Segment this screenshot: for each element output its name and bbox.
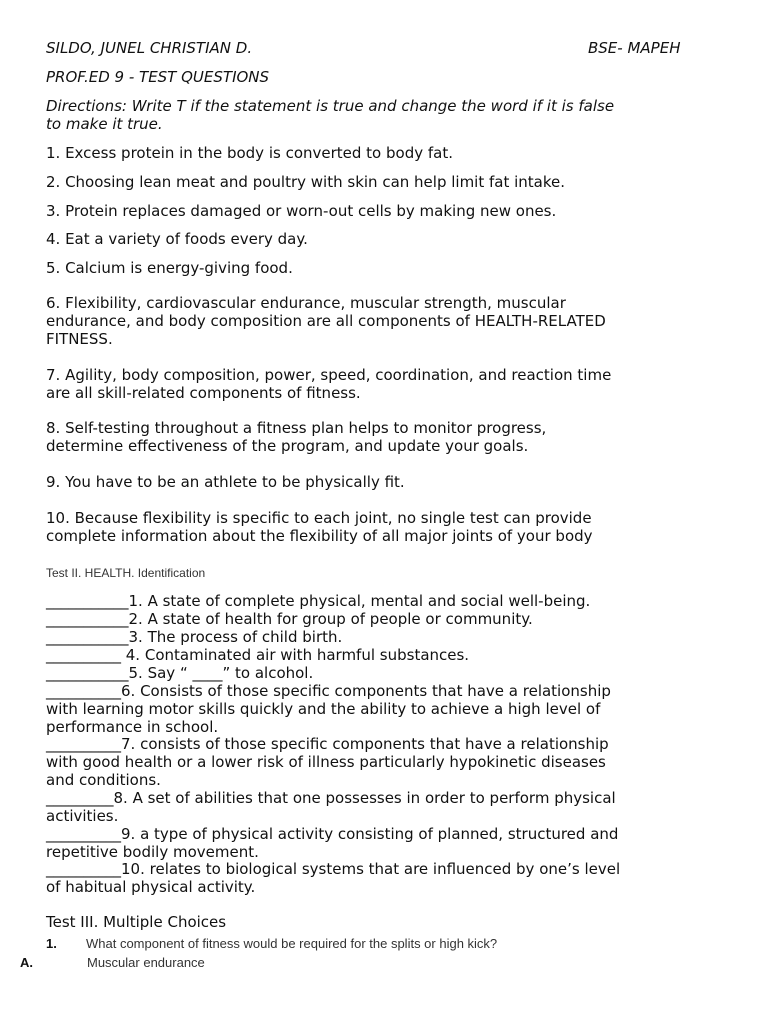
test3-question-1 [46, 934, 726, 953]
choice-letter: A. [20, 955, 33, 970]
test2-line: __________10. relates to biological systems that are influenced by one’s level [46, 860, 621, 878]
test2-title: Test II. HEALTH. Identification [46, 566, 206, 580]
student-name: SILDO, JUNEL CHRISTIAN D. [46, 39, 253, 57]
directions-line-1: Directions: Write T if the statement is true and change the word if it is false [46, 97, 615, 115]
question-text: What component of fitness would be required for the splits or high kick? [86, 936, 498, 951]
subject-title: PROF.ED 9 - TEST QUESTIONS [46, 68, 270, 86]
test1-item-7-line-1: 7. Agility, body composition, power, speed, coordination, and reaction time [46, 366, 612, 384]
test2-line: and conditions. [46, 771, 161, 789]
test1-item-4: 4. Eat a variety of foods every day. [46, 230, 308, 248]
test1-item-10-line-2: complete information about the flexibility of all major joints of your body [46, 527, 593, 545]
test1-item-5: 5. Calcium is energy-giving food. [46, 259, 293, 277]
test1-item-3: 3. Protein replaces damaged or worn-out cells by making new ones. [46, 202, 557, 220]
test2-line: ___________5. Say “ ____” to alcohol. [46, 664, 314, 682]
test1-item-6-line-1: 6. Flexibility, cardiovascular endurance, muscular strength, muscular [46, 294, 566, 312]
test1-item-6-line-3: FITNESS. [46, 330, 113, 348]
test2-line: repetitive bodily movement. [46, 843, 259, 861]
test2-line: _________8. A set of abilities that one possesses in order to perform physical [46, 789, 616, 807]
test2-line: with learning motor skills quickly and the ability to achieve a high level of [46, 700, 601, 718]
question-number: 1. [46, 936, 57, 951]
test1-item-1: 1. Excess protein in the body is converted to body fat. [46, 144, 453, 162]
test2-line: ___________2. A state of health for group of people or community. [46, 610, 533, 628]
test2-line: activities. [46, 807, 119, 825]
test1-item-10-line-1: 10. Because flexibility is specific to each joint, no single test can provide [46, 509, 592, 527]
test2-line: __________9. a type of physical activity consisting of planned, structured and [46, 825, 619, 843]
choice-text: Muscular endurance [87, 955, 205, 970]
test1-item-8-line-2: determine effectiveness of the program, and update your goals. [46, 437, 529, 455]
test2-line: __________6. Consists of those specific components that have a relationship [46, 682, 611, 700]
test3-title: Test III. Multiple Choices [46, 913, 227, 931]
test2-line: __________7. consists of those specific components that have a relationship [46, 735, 609, 753]
test2-line: __________ 4. Contaminated air with harmful substances. [46, 646, 470, 664]
test1-item-8-line-1: 8. Self-testing throughout a fitness plan helps to monitor progress, [46, 419, 547, 437]
test1-item-6-line-2: endurance, and body composition are all components of HEALTH-RELATED [46, 312, 606, 330]
test2-line: ___________3. The process of child birth. [46, 628, 343, 646]
test2-line: performance in school. [46, 718, 219, 736]
test2-line: of habitual physical activity. [46, 878, 256, 896]
test1-item-2: 2. Choosing lean meat and poultry with skin can help limit fat intake. [46, 173, 566, 191]
test3-choice-a [20, 955, 205, 972]
test1-item-9: 9. You have to be an athlete to be physically fit. [46, 473, 405, 491]
directions-line-2: to make it true. [46, 115, 163, 133]
course-label: BSE- MAPEH [588, 39, 681, 57]
test2-line: with good health or a lower risk of illness particularly hypokinetic diseases [46, 753, 606, 771]
test2-line: ___________1. A state of complete physical, mental and social well-being. [46, 592, 591, 610]
test1-item-7-line-2: are all skill-related components of fitness. [46, 384, 361, 402]
